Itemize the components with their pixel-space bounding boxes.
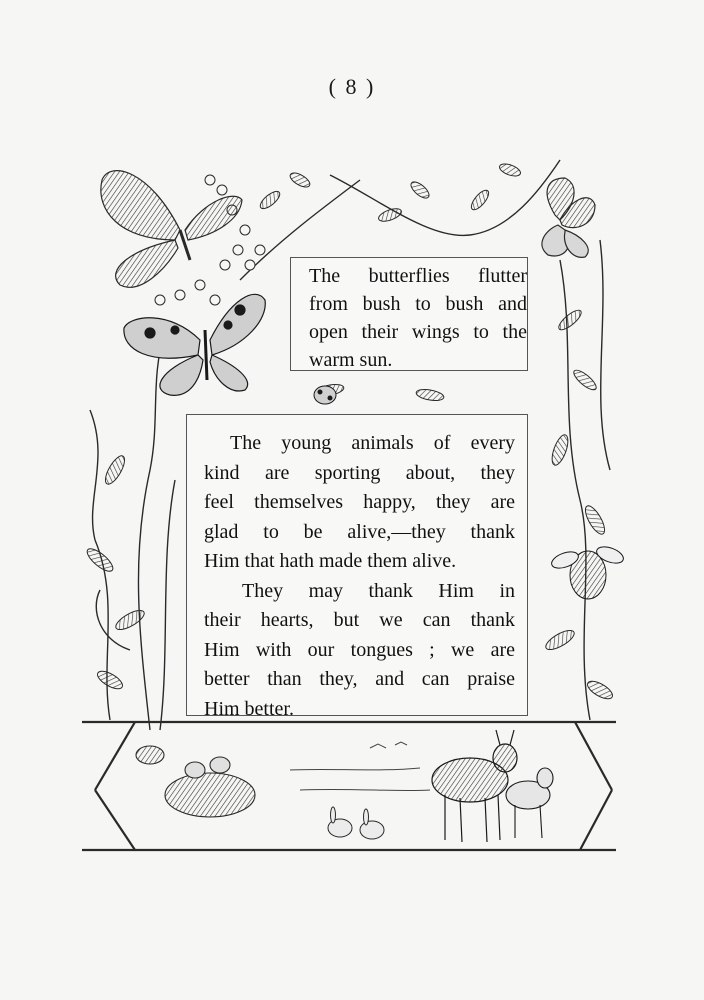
landscape <box>290 742 430 791</box>
right-vine <box>560 240 610 720</box>
text-line: better than they, and can praise <box>204 668 515 690</box>
donkey-icon <box>432 730 517 842</box>
text-line: their hearts, but we can thank <box>204 609 515 631</box>
paragraph <box>204 429 515 577</box>
text-line: feel themselves happy, they are <box>204 491 515 513</box>
butterflies-text-box <box>290 257 528 371</box>
rabbit-icon <box>328 807 384 839</box>
text-line: The butterflies flutter <box>309 265 527 287</box>
text-line: open their wings to the <box>309 321 527 343</box>
paragraph <box>204 577 515 725</box>
ladybird-icon <box>314 386 336 404</box>
bee-icon <box>549 544 625 599</box>
text-line: The young animals of every <box>230 432 515 454</box>
text-line: Him that hath made them alive. <box>204 550 457 572</box>
butterfly-icon <box>542 178 595 257</box>
text-line: kind are sporting about, they <box>204 461 515 484</box>
page-number: ( 8 ) <box>328 74 376 99</box>
donkey-icon <box>506 768 553 838</box>
text-line: Him with our tongues ; we are <box>204 638 515 661</box>
text-line: Him better. <box>204 697 294 720</box>
animals-text-box <box>186 414 528 720</box>
text-line: from bush to bush and <box>309 293 527 315</box>
butterfly-icon <box>124 294 265 395</box>
text-line: glad to be alive,—they thank <box>204 520 515 543</box>
text-line: warm sun. <box>309 349 393 371</box>
bird-nest-icon <box>136 746 255 817</box>
text-line: They may thank Him in <box>242 579 515 602</box>
